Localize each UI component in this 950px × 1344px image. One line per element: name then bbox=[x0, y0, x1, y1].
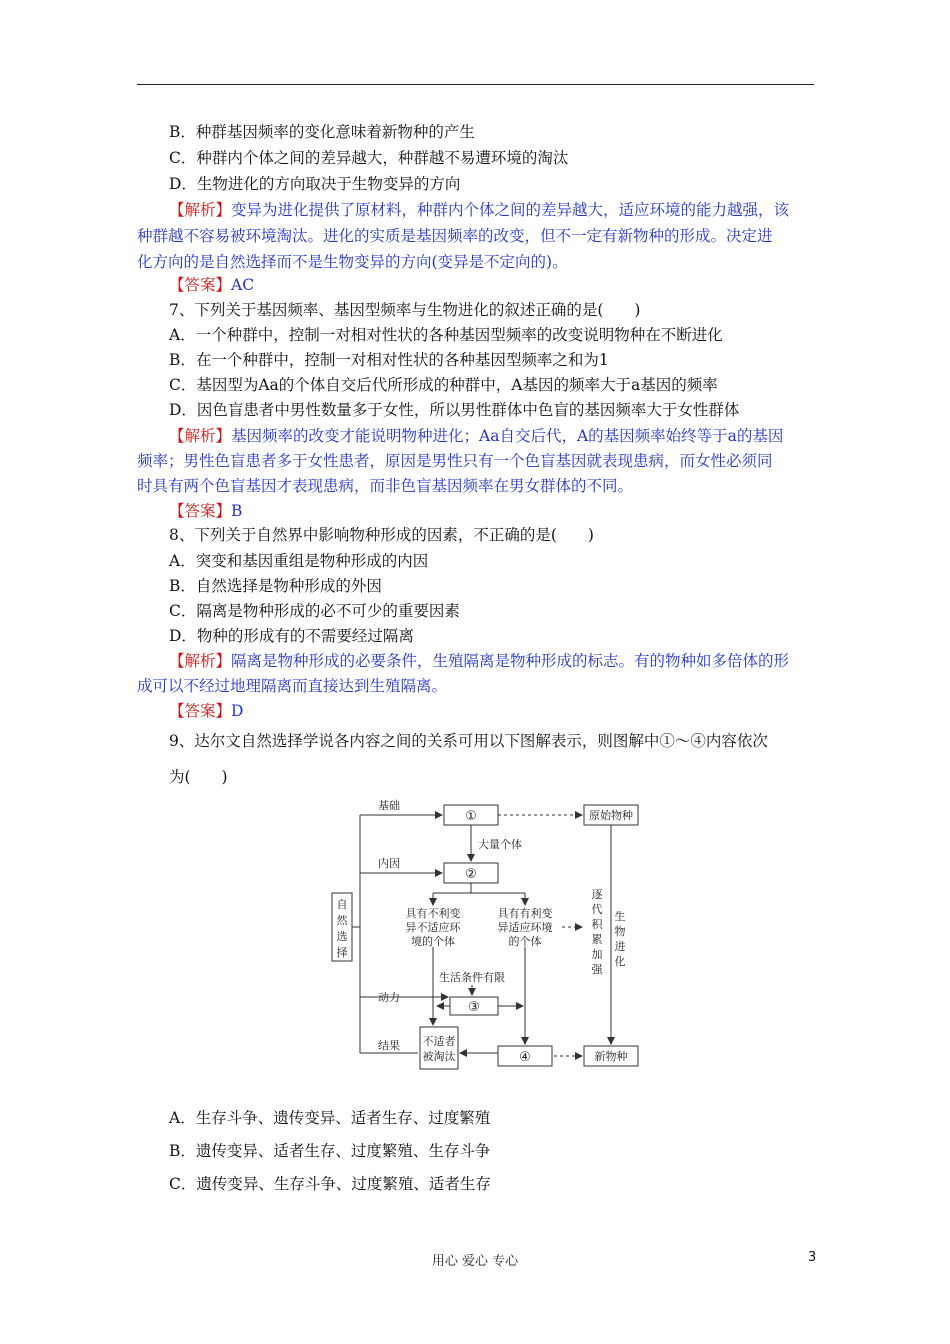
label-fit-3: 的个体 bbox=[508, 935, 542, 948]
q7-option-d: D．因色盲患者中男性数量多于女性，所以男性群体中色盲的基因频率大于女性群体 bbox=[169, 401, 740, 419]
label-fit-2: 异适应环境 bbox=[497, 921, 553, 934]
label-unfit-2: 异不适应环 bbox=[405, 921, 461, 934]
q7-stem: 7、下列关于基因频率、基因型频率与生物进化的叙述正确的是( ) bbox=[169, 301, 641, 319]
q6-option-b: B．种群基因频率的变化意味着新物种的产生 bbox=[169, 123, 475, 141]
label-force: 动力 bbox=[378, 991, 400, 1004]
q7-option-a: A．一个种群中，控制一对相对性状的各种基因型频率的改变说明物种在不断进化 bbox=[169, 326, 723, 344]
q8-option-c: C．隔离是物种形成的必不可少的重要因素 bbox=[169, 602, 460, 620]
label-accum-char-4: 累 bbox=[591, 933, 603, 946]
q7-analysis-line-1: 【解析】基因频率的改变才能说明物种进化；Aa自交后代，A的基因频率始终等于a的基因 bbox=[169, 427, 784, 445]
box-2-label: ② bbox=[465, 867, 477, 882]
label-accum-char-5: 加 bbox=[591, 948, 603, 961]
q8-option-a: A．突变和基因重组是物种形成的内因 bbox=[169, 552, 429, 570]
q7-analysis-line-3: 时具有两个色盲基因才表现患病，而非色盲基因频率在男女群体的不同。 bbox=[137, 477, 634, 495]
label-accum-char-3: 积 bbox=[591, 918, 603, 931]
header-rule bbox=[137, 84, 814, 85]
label-accum-char-2: 代 bbox=[591, 903, 603, 916]
q6-option-c: C．种群内个体之间的差异越大，种群越不易遭环境的淘汰 bbox=[169, 149, 569, 167]
label-eliminated-1: 不适者 bbox=[422, 1035, 456, 1048]
label-evo-char-4: 化 bbox=[614, 955, 626, 968]
q8-option-d: D．物种的形成有的不需要经过隔离 bbox=[169, 627, 414, 645]
label-unfit-1: 具有不利变 bbox=[405, 907, 461, 920]
q8-answer: 【答案】D bbox=[169, 702, 244, 720]
label-unfit-3: 境的个体 bbox=[411, 935, 455, 948]
evolution-diagram bbox=[320, 795, 650, 1075]
q7-option-c: C．基因型为Aa的个体自交后代所形成的种群中，A基因的频率大于a基因的频率 bbox=[169, 376, 718, 394]
q9-option-c: C．遗传变异、生存斗争、过度繁殖、适者生存 bbox=[169, 1175, 491, 1193]
analysis-tag: 【解析】 bbox=[169, 427, 232, 445]
q8-analysis-line-2: 成可以不经过地理隔离而直接达到生殖隔离。 bbox=[137, 677, 448, 695]
q6-analysis-line-2: 种群越不容易被环境淘汰。进化的实质是基因频率的改变，但不一定有新物种的形成。决定进 bbox=[137, 227, 773, 245]
page-number: 3 bbox=[808, 1250, 817, 1265]
label-evo-char-2: 物 bbox=[614, 925, 626, 938]
label-ns-char-4: 择 bbox=[336, 946, 348, 959]
label-accum-char-1: 逐 bbox=[591, 888, 603, 901]
q6-answer: 【答案】AC bbox=[169, 276, 255, 294]
footer-slogan: 用心 爱心 专心 bbox=[431, 1254, 519, 1269]
q8-stem: 8、下列关于自然界中影响物种形成的因素，不正确的是( ) bbox=[169, 526, 594, 544]
label-many-individuals: 大量个体 bbox=[478, 838, 522, 851]
label-fit-1: 具有有利变 bbox=[497, 907, 553, 920]
label-result: 结果 bbox=[378, 1039, 400, 1052]
box-1-label: ① bbox=[465, 809, 477, 824]
q6-option-d: D．生物进化的方向取决于生物变异的方向 bbox=[169, 175, 461, 193]
answer-tag: 【答案】 bbox=[169, 502, 232, 520]
label-eliminated-2: 被淘汰 bbox=[422, 1050, 456, 1063]
box-4-label: ④ bbox=[519, 1050, 531, 1065]
label-evo-char-1: 生 bbox=[614, 910, 626, 923]
q6-analysis-line-3: 化方向的是自然选择而不是生物变异的方向(变异是不定向的)。 bbox=[137, 253, 568, 271]
q9-option-a: A．生存斗争、遗传变异、适者生存、过度繁殖 bbox=[169, 1109, 491, 1127]
q7-answer: 【答案】B bbox=[169, 502, 243, 520]
label-ns-char-1: 自 bbox=[336, 898, 348, 911]
box-3-label: ③ bbox=[468, 1000, 480, 1015]
q9-stem-line-1: 9、达尔文自然选择学说各内容之间的关系可用以下图解表示，则图解中①～④内容依次 bbox=[169, 732, 768, 750]
label-original-species: 原始物种 bbox=[589, 809, 633, 822]
label-evo-char-3: 进 bbox=[614, 940, 626, 953]
q9-stem-line-2: 为( ) bbox=[169, 768, 228, 786]
label-base: 基础 bbox=[378, 799, 400, 812]
q8-analysis-line-1: 【解析】隔离是物种形成的必要条件，生殖隔离是物种形成的标志。有的物种如多倍体的形 bbox=[169, 652, 790, 670]
q8-option-b: B．自然选择是物种形成的外因 bbox=[169, 577, 382, 595]
label-ns-char-2: 然 bbox=[336, 914, 348, 927]
answer-tag: 【答案】 bbox=[169, 276, 232, 294]
answer-tag: 【答案】 bbox=[169, 702, 232, 720]
label-cause: 内因 bbox=[378, 857, 400, 870]
q7-analysis-line-2: 频率；男性色盲患者多于女性患者，原因是男性只有一个色盲基因就表现患病，而女性必须同 bbox=[137, 452, 773, 470]
q7-option-b: B．在一个种群中，控制一对相对性状的各种基因型频率之和为1 bbox=[169, 351, 609, 369]
label-ns-char-3: 选 bbox=[336, 930, 348, 943]
label-new-species: 新物种 bbox=[594, 1050, 628, 1063]
q6-analysis-line-1: 【解析】变异为进化提供了原材料，种群内个体之间的差异越大，适应环境的能力越强，该 bbox=[169, 201, 790, 219]
label-accum-char-6: 强 bbox=[591, 963, 603, 976]
q9-option-b: B．遗传变异、适者生存、过度繁殖、生存斗争 bbox=[169, 1142, 491, 1160]
label-limited-conditions: 生活条件有限 bbox=[439, 971, 505, 984]
analysis-tag: 【解析】 bbox=[169, 652, 232, 670]
analysis-tag: 【解析】 bbox=[169, 201, 232, 219]
